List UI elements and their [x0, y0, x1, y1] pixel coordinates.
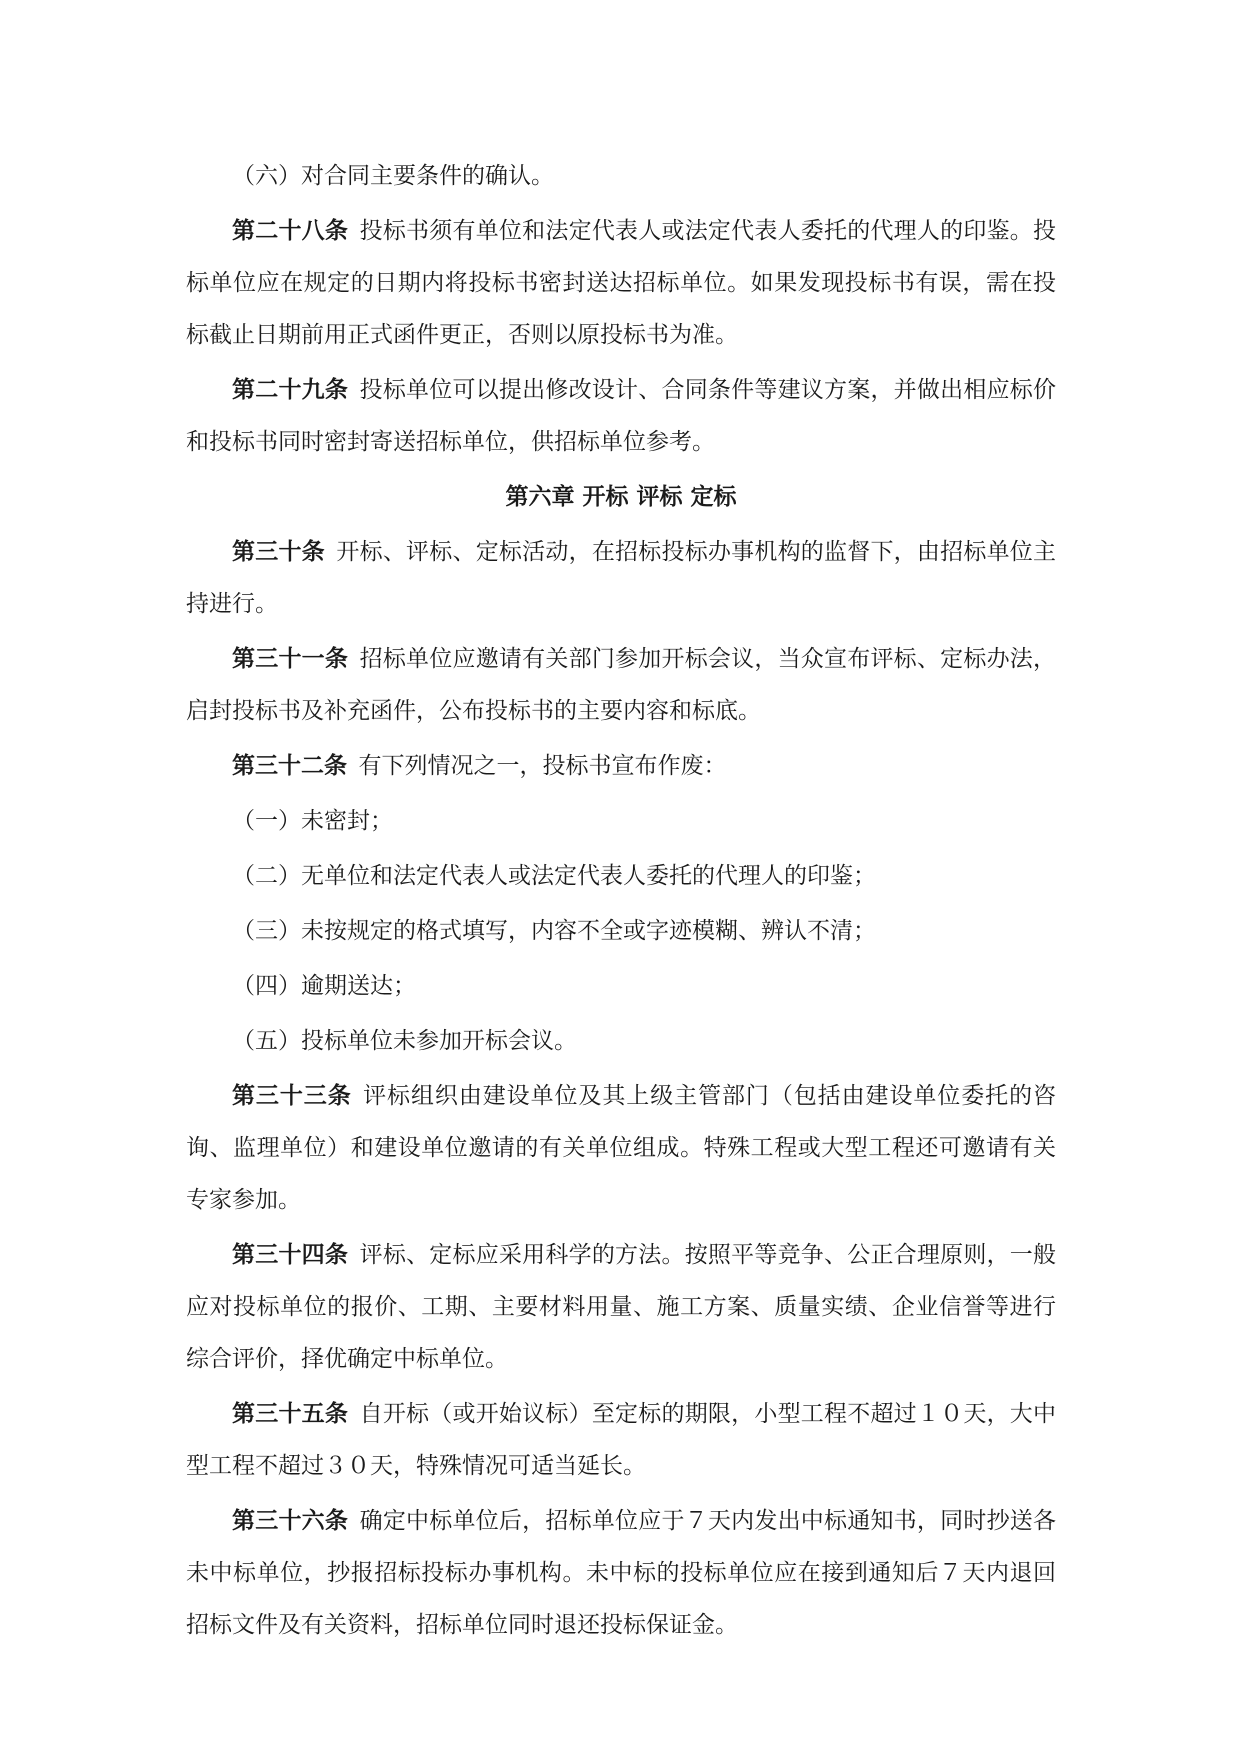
chapter-6-heading: 第六章 开标 评标 定标 [505, 484, 737, 510]
article-32-item-2: （二）无单位和法定代表人或法定代表人委托的代理人的印鉴； [232, 863, 876, 889]
article-31-text: 招标单位应邀请有关部门参加开标会议，当众宣布评标、定标办法，启封投标书及补充函件，公布投标书的主要内容和标底。 [186, 646, 1057, 724]
article-32-text: 有下列情况之一，投标书宣布作废： [358, 753, 727, 779]
article-29-label: 第二十九条 [232, 377, 349, 403]
article-31-label: 第三十一条 [232, 646, 349, 672]
article-32-item-1: （一）未密封； [232, 808, 393, 834]
article-34 [186, 1229, 1056, 1385]
article-36-label: 第三十六条 [232, 1508, 349, 1534]
article-32-item-3: （三）未按规定的格式填写，内容不全或字迹模糊、辨认不清； [232, 918, 876, 944]
article-31 [186, 633, 1056, 737]
article-28 [186, 205, 1056, 361]
article-33-text: 评标组织由建设单位及其上级主管部门（包括由建设单位委托的咨询、监理单位）和建设单位邀请的有关单位组成。特殊工程或大型工程还可邀请有关专家参加。 [186, 1083, 1057, 1213]
article-29 [186, 364, 1056, 468]
article-30-label: 第三十条 [232, 539, 325, 565]
article-35-text: 自开标（或开始议标）至定标的期限，小型工程不超过１０天，大中型工程不超过３０天，特殊情况可适当延长。 [186, 1401, 1057, 1479]
article-30 [186, 526, 1056, 630]
article-36 [186, 1495, 1056, 1651]
article-36-text: 确定中标单位后，招标单位应于７天内发出中标通知书，同时抄送各未中标单位，抄报招标投标办事机构。未中标的投标单位应在接到通知后７天内退回招标文件及有关资料，招标单位同时退还投标保证金。 [186, 1508, 1057, 1638]
article-32-item-5: （五）投标单位未参加开标会议。 [232, 1028, 577, 1054]
clause-item-6: （六）对合同主要条件的确认。 [232, 163, 554, 189]
article-33 [186, 1070, 1056, 1226]
article-30-text: 开标、评标、定标活动，在招标投标办事机构的监督下，由招标单位主持进行。 [186, 539, 1057, 617]
article-34-text: 评标、定标应采用科学的方法。按照平等竞争、公正合理原则，一般应对投标单位的报价、工期、主要材料用量、施工方案、质量实绩、企业信誉等进行综合评价，择优确定中标单位。 [186, 1242, 1057, 1372]
article-29-text: 投标单位可以提出修改设计、合同条件等建议方案，并做出相应标价和投标书同时密封寄送招标单位，供招标单位参考。 [186, 377, 1057, 455]
article-32-item-4: （四）逾期送达； [232, 973, 416, 999]
article-32-label: 第三十二条 [232, 753, 347, 779]
article-33-label: 第三十三条 [232, 1083, 352, 1109]
article-34-label: 第三十四条 [232, 1242, 349, 1268]
article-28-label: 第二十八条 [232, 218, 349, 244]
article-28-text: 投标书须有单位和法定代表人或法定代表人委托的代理人的印鉴。投标单位应在规定的日期内将投标书密封送达招标单位。如果发现投标书有误，需在投标截止日期前用正式函件更正，否则以原投标书为准。 [186, 218, 1057, 348]
article-35-label: 第三十五条 [232, 1401, 349, 1427]
article-32 [186, 740, 1056, 792]
article-35 [186, 1388, 1056, 1492]
